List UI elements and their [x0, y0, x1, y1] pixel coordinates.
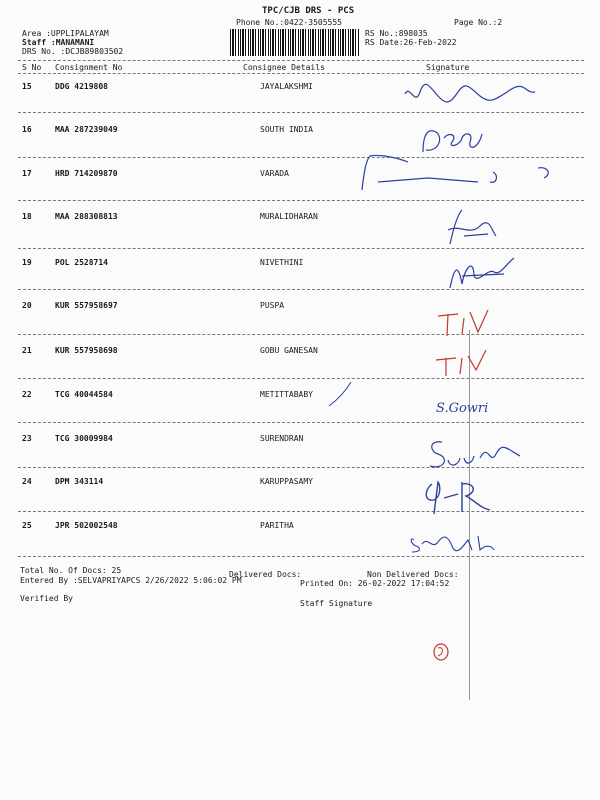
row-consignee: SOUTH INDIA — [260, 125, 313, 134]
row-consignee: JAYALAKSHMI — [260, 82, 313, 91]
header-divider — [18, 60, 584, 61]
area-field: Area :UPPLIPALAYAM — [22, 29, 109, 38]
column-header-signature: Signature — [426, 63, 470, 72]
staff-signature-label: Staff Signature — [300, 599, 373, 608]
row-consignment: DPM 343114 — [55, 477, 104, 486]
row-sno: 20 — [22, 301, 32, 310]
printed-on: Printed On: 26-02-2022 17:04:52 — [300, 579, 450, 588]
phone-number: Phone No.:0422-3505555 — [236, 18, 342, 27]
signature-row-25 — [408, 532, 498, 554]
total-docs: Total No. Of Docs: 25 — [20, 566, 122, 575]
row-consignment: KUR 557958698 — [55, 346, 118, 355]
signature-row-17 — [358, 152, 558, 194]
mark-row-20 — [432, 308, 492, 340]
row-consignment: DDG 4219808 — [55, 82, 108, 91]
row-consignee: PUSPA — [260, 301, 285, 310]
row-consignment: HRD 714209870 — [55, 169, 118, 178]
row-consignment: POL 2528714 — [55, 258, 108, 267]
row-divider — [18, 556, 584, 557]
column-header-sno: S No — [22, 63, 42, 72]
row-consignee: KARUPPASAMY — [260, 477, 313, 486]
non-delivered-docs: Non Delivered Docs: — [367, 570, 459, 579]
signature-row-18 — [440, 206, 500, 248]
entered-by: Entered By :SELVAPRIYAPCS 2/26/2022 5:06:02 PM — [20, 576, 242, 585]
row-divider — [18, 422, 584, 423]
signature-row-15 — [400, 82, 540, 112]
barcode — [230, 29, 360, 56]
row-sno: 16 — [22, 125, 32, 134]
row-divider — [18, 112, 584, 113]
row-divider — [18, 511, 584, 512]
row-sno: 18 — [22, 212, 32, 221]
drs-number: DRS No. :DCJB89803502 — [22, 47, 124, 56]
column-header-consignment: Consignment No — [55, 63, 123, 72]
row-consignee: PARITHA — [260, 521, 294, 530]
verified-by: Verified By — [20, 594, 73, 603]
row-consignment: TCG 30009984 — [55, 434, 113, 443]
row-consignee: GOBU GANESAN — [260, 346, 318, 355]
rs-date: RS Date:26-Feb-2022 — [365, 38, 457, 47]
row-divider — [18, 248, 584, 249]
row-consignee: VARADA — [260, 169, 289, 178]
row-divider — [18, 378, 584, 379]
row-divider — [18, 200, 584, 201]
signature-row-19 — [444, 254, 519, 292]
delivered-docs: Delivered Docs: — [229, 570, 302, 579]
row-sno: 24 — [22, 477, 32, 486]
row-consignment: TCG 40044584 — [55, 390, 113, 399]
signature-row-23 — [424, 436, 524, 474]
mark-row-21 — [432, 348, 492, 378]
signature-row-24 — [418, 476, 498, 518]
row-sno: 22 — [22, 390, 32, 399]
signature-row-22 — [432, 394, 532, 420]
row-consignee: SURENDRAN — [260, 434, 304, 443]
column-header-divider — [18, 73, 584, 74]
row-consignee: MURALIDHARAN — [260, 212, 318, 221]
row-divider — [18, 334, 584, 335]
svg-text:S.Gowri: S.Gowri — [436, 401, 489, 416]
row-sno: 17 — [22, 169, 32, 178]
row-consignment: MAA 287239049 — [55, 125, 118, 134]
row-consignment: MAA 288308813 — [55, 212, 118, 221]
row-sno: 23 — [22, 434, 32, 443]
row-sno: 19 — [22, 258, 32, 267]
row-consignee: METITTABABY — [260, 390, 313, 399]
row-consignee: NIVETHINI — [260, 258, 304, 267]
document-title: TPC/CJB DRS - PCS — [262, 6, 355, 16]
row-sno: 15 — [22, 82, 32, 91]
row-sno: 25 — [22, 521, 32, 530]
page-number: Page No.:2 — [454, 18, 503, 27]
pen-stroke-row-22 — [325, 378, 355, 410]
row-sno: 21 — [22, 346, 32, 355]
staff-field: Staff :MANAMANI — [22, 38, 95, 47]
column-header-consignee: Consignee Details — [243, 63, 325, 72]
rs-number: RS No.:898035 — [365, 29, 428, 38]
row-consignment: KUR 557958697 — [55, 301, 118, 310]
row-consignment: JPR 502002548 — [55, 521, 118, 530]
ink-circle-mark — [430, 640, 454, 664]
